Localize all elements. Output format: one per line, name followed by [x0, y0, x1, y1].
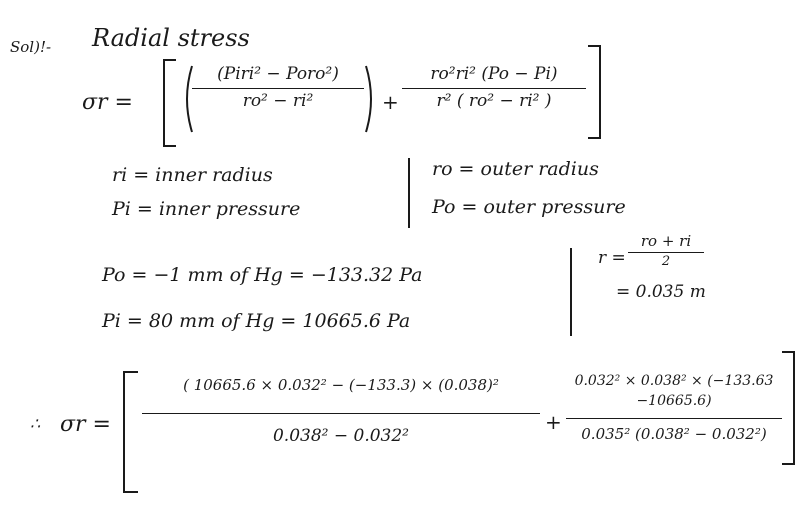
right-paren	[364, 64, 378, 134]
r-numerator: ro + ri	[640, 232, 692, 250]
plus-sign: +	[545, 410, 562, 434]
right-bracket	[584, 44, 604, 140]
definition-outer-pressure: Po = outer pressure	[432, 196, 626, 218]
left-bracket	[120, 370, 142, 494]
formula-term-2	[402, 66, 586, 110]
definition-inner-radius: ri = inner radius	[112, 164, 273, 186]
right-bracket	[780, 350, 798, 466]
divider-line	[570, 248, 572, 336]
plus-sign: +	[382, 90, 399, 114]
fraction-bar	[628, 252, 704, 253]
fraction-bar	[142, 413, 540, 414]
formula-lhs: σr =	[82, 90, 133, 115]
solution-label: Sol)!-	[10, 38, 52, 56]
r-equals: r =	[598, 248, 626, 268]
substitution-term-1-numerator: ( 10665.6 × 0.032² − (−133.3) × (0.038)²	[183, 376, 499, 394]
substitution-term-1-denominator: 0.038² − 0.032²	[272, 426, 410, 446]
substitution-term-2-denominator: 0.035² (0.038² − 0.032²)	[581, 425, 767, 443]
substitution-lhs: σr =	[60, 412, 111, 437]
fraction-bar	[566, 418, 782, 419]
formula-term-1-numerator: (Piri² − Poro²)	[217, 64, 339, 84]
r-fraction	[628, 234, 704, 268]
fraction-bar	[192, 88, 364, 89]
substitution-term-2-numerator: 0.032² × 0.038² × (−133.63	[574, 373, 774, 389]
definition-inner-pressure: Pi = inner pressure	[112, 198, 301, 220]
formula-term-1	[192, 66, 364, 110]
r-value: = 0.035 m	[616, 282, 706, 302]
r-denominator: 2	[661, 254, 671, 269]
divider-line	[408, 158, 410, 228]
section-title: Radial stress	[92, 24, 250, 52]
value-outer-pressure: Po = −1 mm of Hg = −133.32 Pa	[102, 264, 423, 286]
substitution-term-1	[142, 378, 540, 445]
value-inner-pressure: Pi = 80 mm of Hg = 10665.6 Pa	[102, 310, 411, 332]
formula-term-2-numerator: ro²ri² (Po − Pi)	[430, 64, 558, 84]
formula-term-2-denominator: r² ( ro² − ri² )	[436, 91, 552, 111]
definition-outer-radius: ro = outer radius	[432, 158, 599, 180]
substitution-term-2	[566, 374, 782, 442]
substitution-term-2-numerator-cont: −10665.6)	[636, 393, 712, 409]
fraction-bar	[402, 88, 586, 89]
formula-term-1-denominator: ro² − ri²	[242, 91, 314, 111]
therefore-symbol: ∴	[30, 414, 41, 433]
left-bracket	[160, 58, 180, 148]
